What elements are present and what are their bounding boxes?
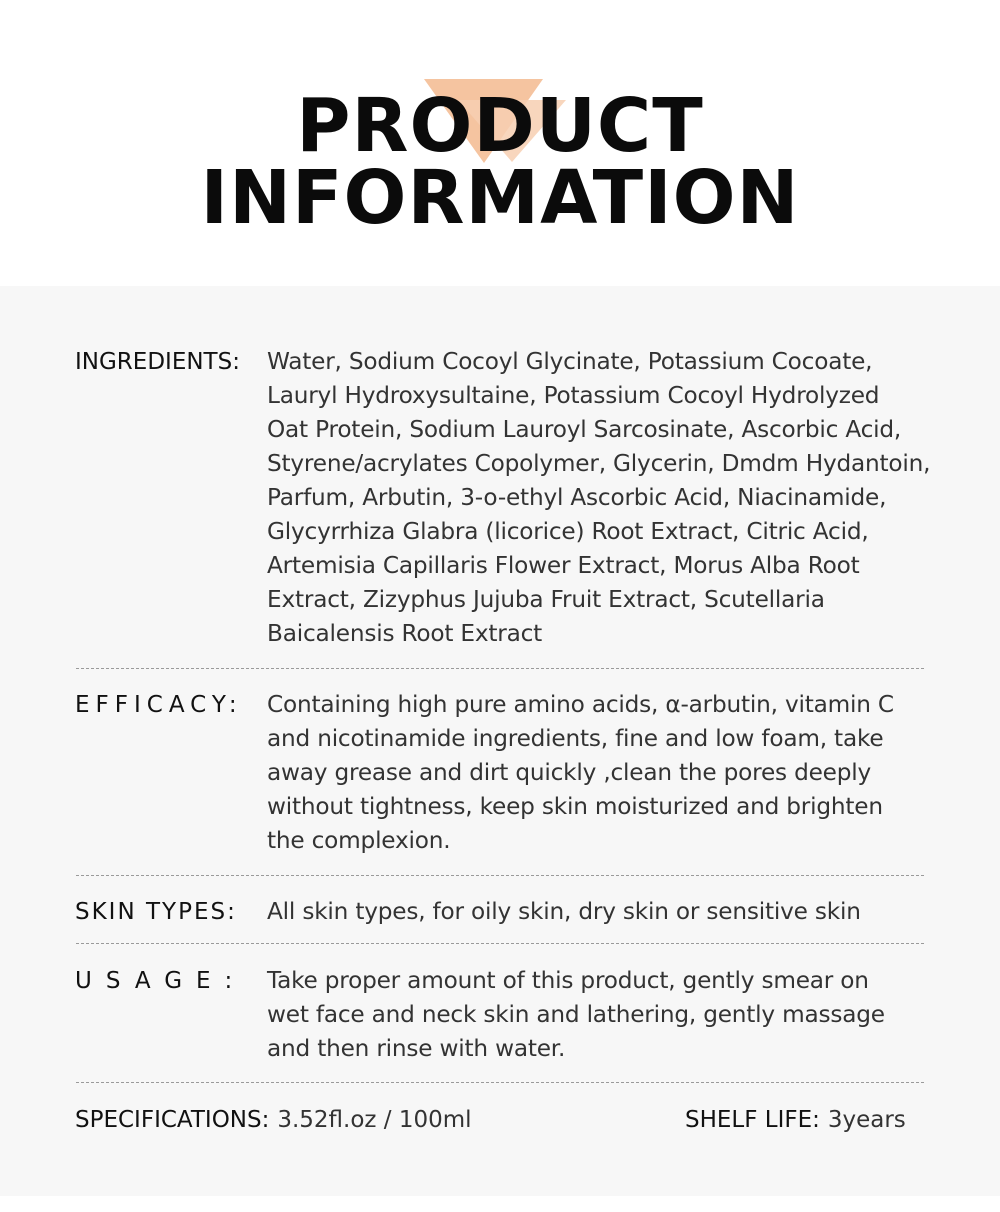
dashed-divider [76,875,924,876]
usage-line: Take proper amount of this product, gently smear on [267,967,869,994]
title-line-2: INFORMATION [200,155,800,241]
usage-section [75,964,935,1068]
efficacy-line: the complexion. [267,827,451,854]
usage-line: and then rinse with water. [267,1035,566,1062]
ingredients-line: Extract, Zizyphus Jujuba Fruit Extract, Scutellaria [267,586,825,613]
specs-row [75,1102,935,1138]
specifications [75,1102,472,1137]
efficacy-section [75,688,935,863]
specifications-label: SPECIFICATIONS: [75,1107,270,1133]
efficacy-line: without tightness, keep skin moisturized and brighten [267,793,883,820]
skin-types-section [75,895,935,931]
usage-line: wet face and neck skin and lathering, gently massage [267,1001,885,1028]
specifications-value: 3.52fl.oz / 100ml [277,1107,472,1133]
title-line-1: PRODUCT [296,83,704,169]
efficacy-line: Containing high pure amino acids, α-arbutin, vitamin C [267,691,894,718]
skin-types-text: All skin types, for oily skin, dry skin or sensitive skin [267,898,861,925]
ingredients-line: Parfum, Arbutin, 3-o-ethyl Ascorbic Acid, Niacinamide, [267,484,887,511]
usage-text [267,964,947,1066]
efficacy-line: away grease and dirt quickly ,clean the pores deeply [267,759,872,786]
ingredients-line: Styrene/acrylates Copolymer, Glycerin, Dmdm Hydantoin, [267,450,931,477]
efficacy-text [267,688,947,858]
header [0,0,1000,286]
efficacy-line: and nicotinamide ingredients, fine and low foam, take [267,725,884,752]
usage-label: USAGE: [75,968,247,994]
ingredients-line: Water, Sodium Cocoyl Glycinate, Potassium Cocoate, [267,348,873,375]
page-title [0,83,1000,241]
shelf-life [685,1102,906,1137]
ingredients-line: Baicalensis Root Extract [267,620,543,647]
ingredients-line: Artemisia Capillaris Flower Extract, Morus Alba Root [267,552,860,579]
ingredients-label: INGREDIENTS: [75,349,240,375]
ingredients-line: Glycyrrhiza Glabra (licorice) Root Extract, Citric Acid, [267,518,869,545]
dashed-divider [76,1082,924,1083]
ingredients-text [267,345,947,651]
ingredients-line: Oat Protein, Sodium Lauroyl Sarcosinate, Ascorbic Acid, [267,416,902,443]
efficacy-label: EFFICACY: [75,692,243,718]
ingredients-section [75,345,935,655]
dashed-divider [76,668,924,669]
shelf-life-label: SHELF LIFE: [685,1107,820,1133]
skin-types-label: SKIN TYPES: [75,899,237,925]
dashed-divider [76,943,924,944]
ingredients-line: Lauryl Hydroxysultaine, Potassium Cocoyl Hydrolyzed [267,382,880,409]
shelf-life-value: 3years [827,1107,906,1133]
